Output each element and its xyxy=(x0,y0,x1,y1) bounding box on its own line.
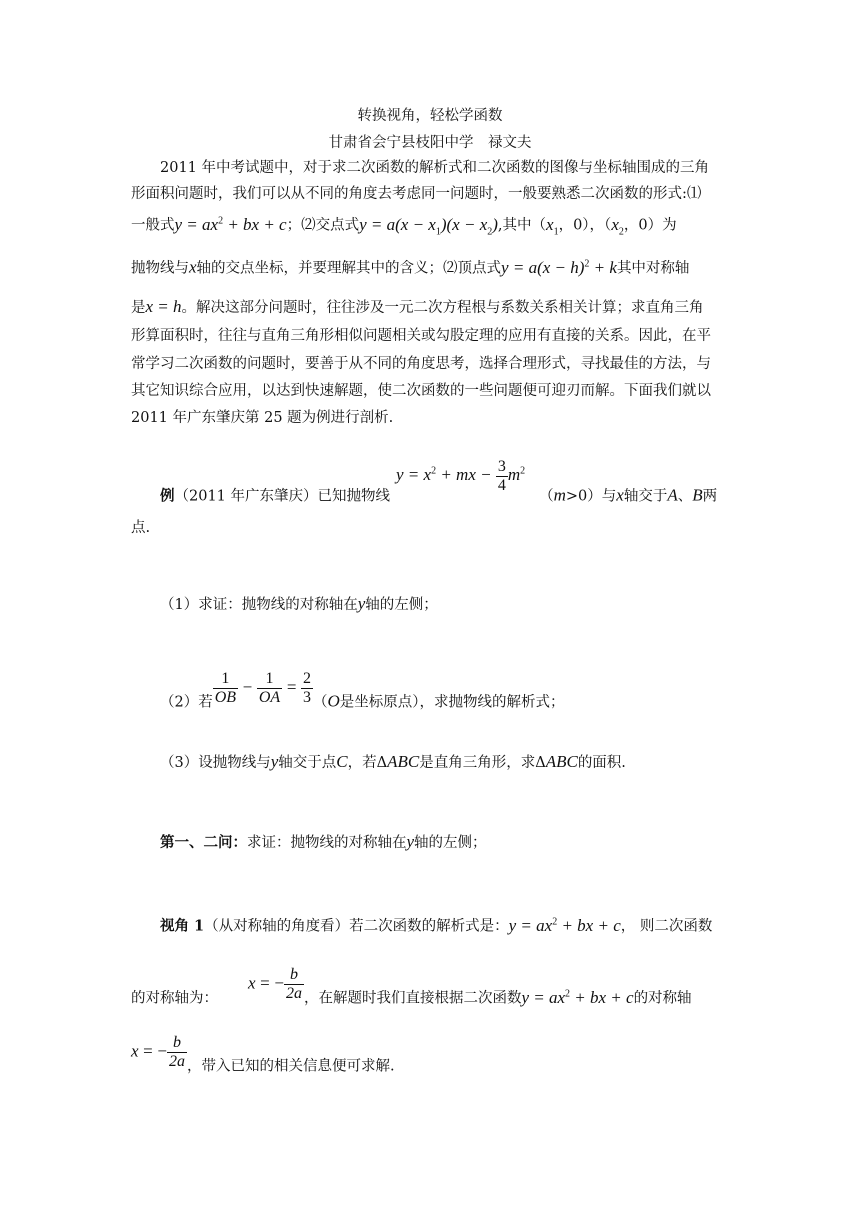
q3-text-c: ，若Δ xyxy=(347,755,388,771)
q3-text-d: 是直角三角形，求Δ xyxy=(419,755,546,771)
formula-general: $y = ax^2$ + bx + c xyxy=(508,915,621,935)
formula-axis-1 xyxy=(248,966,304,1003)
frac-den-OA: OA xyxy=(258,689,281,706)
formula-vertex-form: $y = a(x - h)^2 + k$ xyxy=(501,257,617,277)
formula-general-form: $y = ax^2$ + bx + c xyxy=(174,214,287,234)
question-3 xyxy=(160,752,626,773)
view-1-line-1 xyxy=(160,912,712,937)
view-1-text-c: 的对称轴为： xyxy=(131,990,218,1007)
symbol-ABC-2: ABC xyxy=(545,752,578,771)
equals-sign: = xyxy=(286,677,297,697)
minus-sign: − xyxy=(242,677,253,697)
frac-num-b: b xyxy=(172,1034,181,1051)
text-general-form: 一般式 xyxy=(131,217,175,234)
q3-text-b: 轴交于点 xyxy=(278,755,337,771)
question-2 xyxy=(160,670,565,721)
frac-den-3: 3 xyxy=(303,689,312,706)
symbol-x1: $x_1$ xyxy=(546,214,559,238)
part-1-text-end: 轴的左侧； xyxy=(414,835,487,851)
view-1-text: （从对称轴的角度看）若二次函数的解析式是： xyxy=(204,918,509,935)
frac-den-2a: 2a xyxy=(168,1053,185,1070)
frac-num-3: 3 xyxy=(497,458,506,475)
text-vertex-form: 轴的交点坐标，并要理解其中的含义；⑵顶点式 xyxy=(196,260,502,277)
frac-den-4: 4 xyxy=(497,477,506,494)
view-1-line-3 xyxy=(131,1034,395,1085)
symbol-x: x xyxy=(131,1041,139,1061)
symbol-ABC: ABC xyxy=(387,752,420,771)
part-1-label: 第一、二问： xyxy=(160,834,247,851)
symbol-y: y xyxy=(270,752,279,771)
frac-num-b: b xyxy=(289,966,298,983)
formula-axis-2 xyxy=(131,1034,187,1071)
minus-sign: − xyxy=(157,1041,167,1061)
text-solve: 。解决这部分问题时，往往涉及一元二次方程根与系数关系相关计算；求直角三角 xyxy=(181,300,704,316)
intro-line-4 xyxy=(131,254,689,279)
symbol-x: x xyxy=(248,973,256,993)
text-axis: 其中对称轴 xyxy=(616,260,690,277)
example-line xyxy=(160,458,718,515)
intro-line-8: 其它知识综合应用，以达到快速解题，使二次函数的一些问题便可迎刃而解。下面我们就以 xyxy=(131,383,711,399)
equals-sign: = xyxy=(260,973,270,993)
example-cond: >0）与 xyxy=(565,488,617,505)
symbol-C: C xyxy=(336,752,348,771)
symbol-A: A xyxy=(667,485,678,505)
intro-line-6: 形算面积时，往往与直角三角形相似问题相关或勾股定理的应用有直接的关系。因此，在平 xyxy=(131,328,711,344)
text-is: 是 xyxy=(131,300,146,316)
intro-line-7: 常学习二次函数的问题时，要善于从不同的角度思考，选择合理形式，寻找最佳的方法，与 xyxy=(131,356,711,372)
view-1-text-f: ，带入已知的相关信息便可求解. xyxy=(186,1058,395,1075)
q3-text: （3）设抛物线与 xyxy=(160,755,271,771)
symbol-y: y xyxy=(357,594,366,613)
formula-general-2: $y = ax^2$ + bx + c xyxy=(521,987,634,1007)
frac-num-2: 2 xyxy=(303,670,312,687)
q2-equation xyxy=(213,670,313,707)
formula-intersection-form: $y = a(x - x_1)(x - x_2)$ xyxy=(359,214,498,238)
text-parabola-and: 抛物线与 xyxy=(131,260,189,277)
intro-line-5 xyxy=(131,297,704,318)
example-formula: $y = x^2$ + mx − $\frac{3}{4}$ $m^2$ xyxy=(396,458,526,494)
formula-axis-h: x = h xyxy=(145,297,182,316)
example-paren: （ xyxy=(539,488,554,505)
frac-den-2a: 2a xyxy=(285,985,302,1002)
view-1-text-d: ，在解题时我们直接根据二次函数 xyxy=(303,990,522,1007)
part-1-heading xyxy=(160,832,487,853)
text-comma: ，0），（ xyxy=(558,217,612,234)
view-1-line-2 xyxy=(131,966,692,1017)
symbol-B: B xyxy=(692,485,703,505)
q2-text-end: 是坐标原点），求抛物线的解析式； xyxy=(339,694,565,711)
frac-den-OB: OB xyxy=(214,689,237,706)
frac-num-1: 1 xyxy=(221,670,230,687)
equals-sign: = xyxy=(143,1041,153,1061)
example-line-2: 点. xyxy=(131,520,151,536)
symbol-O: O xyxy=(327,691,340,711)
text-as: ，0）为 xyxy=(623,217,677,234)
example-sep: 、 xyxy=(677,488,693,505)
doc-title: 转换视角，轻松学函数 xyxy=(357,108,503,124)
q3-text-end: 的面积. xyxy=(577,755,626,771)
frac-num-1b: 1 xyxy=(265,670,274,687)
view-1-text-e: 的对称轴 xyxy=(633,990,692,1007)
example-two: 两 xyxy=(702,488,718,505)
intro-line-3 xyxy=(131,211,677,242)
text-where: ,其中（ xyxy=(497,217,547,234)
minus-sign: − xyxy=(274,973,284,993)
question-1 xyxy=(160,594,438,615)
q1-text-end: 轴的左侧； xyxy=(365,597,438,613)
part-1-text: 求证：抛物线的对称轴在 xyxy=(247,835,407,851)
doc-author: 甘肃省会宁县枝阳中学 禄文夫 xyxy=(328,135,532,151)
example-meets: 轴交于 xyxy=(623,488,668,505)
q2-paren: （ xyxy=(313,694,328,711)
symbol-x: x xyxy=(189,257,197,277)
view-1-text-b: ， 则二次函数 xyxy=(620,918,713,935)
view-1-label: 视角 1 xyxy=(160,917,205,935)
symbol-m: m xyxy=(553,485,566,505)
text-intersection-form: ；⑵交点式 xyxy=(286,217,360,234)
intro-line-1: 2011 年中考试题中，对于求二次函数的解析式和二次函数的图像与坐标轴围成的三角 xyxy=(160,160,710,176)
symbol-x: x xyxy=(616,485,624,505)
example-label: 例 xyxy=(160,487,175,505)
intro-line-2: 形面积问题时，我们可以从不同的角度去考虑同一问题时，一般要熟悉二次函数的形式:⑴ xyxy=(131,186,702,202)
example-text: （2011 年广东肇庆）已知抛物线 xyxy=(174,488,391,505)
q1-text: （1）求证：抛物线的对称轴在 xyxy=(160,597,358,613)
symbol-x2: $x_2$ xyxy=(611,214,624,238)
symbol-y: y xyxy=(406,832,415,851)
intro-line-9: 2011 年广东肇庆第 25 题为例进行剖析. xyxy=(131,410,394,426)
q2-text: （2）若 xyxy=(160,694,213,711)
